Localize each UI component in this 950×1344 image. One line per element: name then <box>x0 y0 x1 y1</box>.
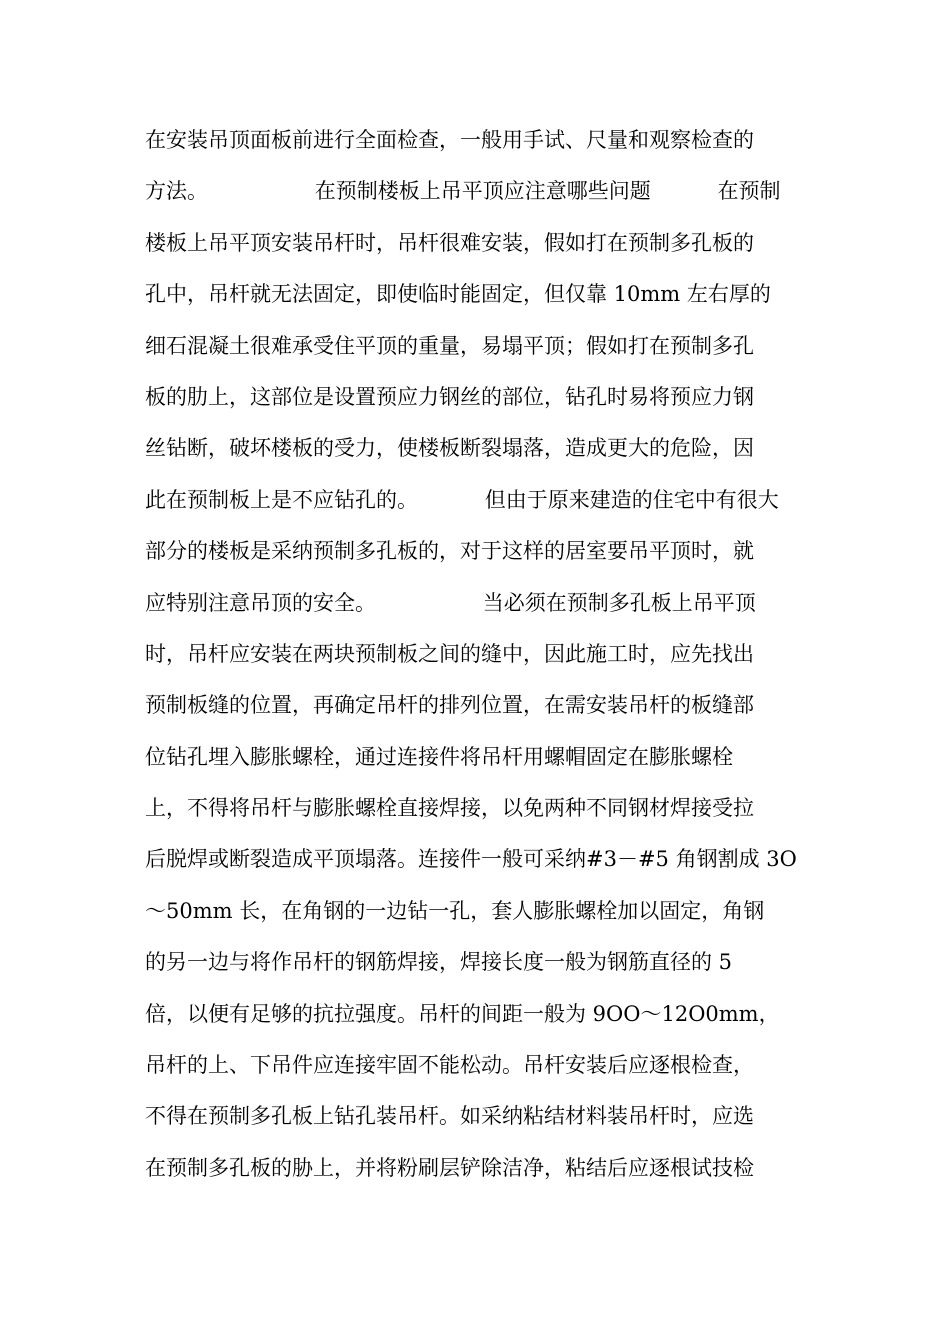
text-line: 楼板上吊平顶安装吊杆时，吊杆很难安装，假如打在预制多孔板的 <box>145 230 754 255</box>
text-line: 此在预制板上是不应钻孔的。 但由于原来建造的住宅中有很大 <box>145 487 779 512</box>
text-line: 时，吊杆应安装在两块预制板之间的缝中，因此施工时，应先找出 <box>145 641 754 666</box>
text-line: 位钻孔埋入膨胀螺栓，通过连接件将吊杆用螺帽固定在膨胀螺栓 <box>145 744 733 769</box>
text-line: ～50mm 长，在角钢的一边钻一孔，套人膨胀螺栓加以固定，角钢 <box>145 898 765 923</box>
text-line: 后脱焊或断裂造成平顶塌落。连接件一般可采纳#3－#5 角钢割成 3O <box>145 847 797 872</box>
text-line: 在安装吊顶面板前进行全面检查，一般用手试、尺量和观察检查的 <box>145 128 754 152</box>
text-line: 倍，以便有足够的抗拉强度。吊杆的间距一般为 9OO～12O0mm， <box>145 1001 780 1026</box>
text-line: 板的肋上，这部位是设置预应力钢丝的部位，钻孔时易将预应力钢 <box>145 384 754 409</box>
body-text <box>145 115 825 1194</box>
text-line: 上，不得将吊杆与膨胀螺栓直接焊接，以免两种不同钢材焊接受拉 <box>145 796 754 821</box>
text-line: 在预制多孔板的胁上，并将粉刷层铲除洁净，粘结后应逐根试技检 <box>145 1155 754 1180</box>
text-line: 的另一边与将作吊杆的钢筋焊接，焊接长度一般为钢筋直径的 5 <box>145 950 733 975</box>
text-line: 丝钻断，破坏楼板的受力，使楼板断裂塌落，造成更大的危险，因 <box>145 436 754 461</box>
text-line: 不得在预制多孔板上钻孔装吊杆。如采纳粘结材料装吊杆时，应选 <box>145 1104 754 1129</box>
text-line: 孔中，吊杆就无法固定，即使临时能固定，但仅靠 10mm 左右厚的 <box>145 282 771 307</box>
text-line: 部分的楼板是采纳预制多孔板的，对于这样的居室要吊平顶时，就 <box>145 539 754 564</box>
text-line: 吊杆的上、下吊件应连接牢固不能松动。吊杆安装后应逐根检查， <box>145 1053 754 1078</box>
text-line: 应特别注意吊顶的安全。 当必须在预制多孔板上吊平顶 <box>145 590 756 615</box>
text-line: 细石混凝土很难承受住平顶的重量，易塌平顶；假如打在预制多孔 <box>145 333 754 358</box>
text-line: 方法。 在预制楼板上吊平顶应注意哪些问题 在预制 <box>145 179 781 204</box>
text-line: 预制板缝的位置，再确定吊杆的排列位置，在需安装吊杆的板缝部 <box>145 693 754 718</box>
